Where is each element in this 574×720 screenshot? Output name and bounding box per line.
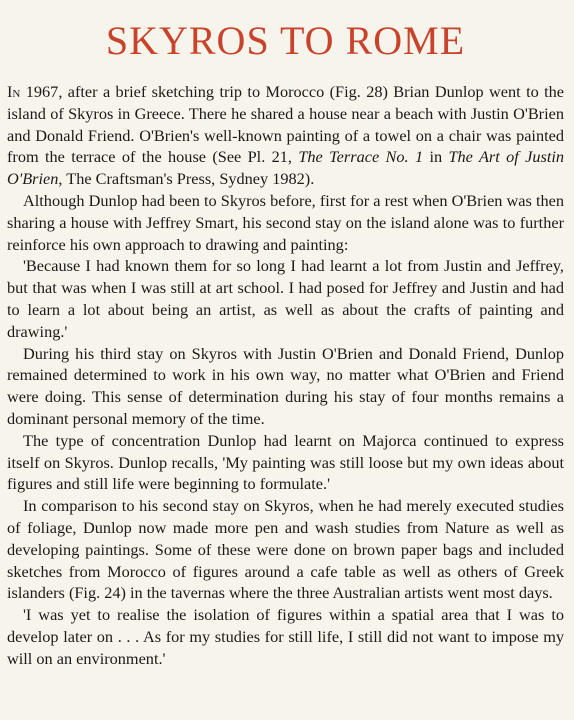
paragraph-6: In comparison to his second stay on Skyros, when he had merely executed studies of foliage, Dunlop now made more pen and wash studies from Nature as well as developing paintings. Some of these were done on brown paper bags and included sketches from Morocco of figures around a cafe table as well as others of Greek islanders (Fig. 24) in the tavernas where the three Australian artists went most days. — [7, 496, 564, 603]
paragraph-7-quote: 'I was yet to realise the isolation of figures within a spatial area that I was to develop later on . . . As for my studies for still life, I still did not want to impose my will on an environment.' — [7, 605, 564, 668]
paragraph-1 — [7, 81, 564, 190]
paragraph-1-text-b: in — [423, 147, 449, 167]
paragraph-1-text-c: , The Craftsman's Press, Sydney 1982). — [58, 169, 315, 189]
paragraph-2: Although Dunlop had been to Skyros before, first for a rest when O'Brien was then sharing a house with Jeffrey Smart, his second stay on the island alone was to further reinforce his own approach to drawing and painting: — [7, 190, 564, 254]
paragraph-4: During his third stay on Skyros with Justin O'Brien and Donald Friend, Dunlop remained determined to work in his own way, no matter what O'Brien and Friend were doing. This sense of determination during his stay of four months remains a dominant personal memory of the time. — [7, 343, 564, 428]
paragraph-1-italic-title-a: The Terrace No. 1 — [298, 147, 424, 167]
paragraph-1-text-a: 1967, after a brief sketching trip to Morocco (Fig. 28) Brian Dunlop went to the island of Skyros in Greece. There he shared a house near a beach with Justin O'Brien and Donald Friend. O'Brien's well-known painting of a towel on a chair was painted from the terrace of the house (See Pl. 21, — [7, 82, 564, 167]
chapter-body — [7, 81, 564, 670]
paragraph-1-italic-title-b: The Art of Justin O'Brien — [7, 147, 565, 189]
paragraph-5: The type of concentration Dunlop had learnt on Majorca continued to express itself on Skyros. Dunlop recalls, 'My painting was still loose but my own ideas about figures and still life were beginning to formulate.' — [7, 430, 564, 494]
chapter-title: SKYROS TO ROME — [105, 18, 466, 63]
paragraph-3-quote: 'Because I had known them for so long I had learnt a lot from Justin and Jeffrey, but that was when I was still at art school. I had posed for Jeffrey and Justin and had to learn a lot about being an artist, as well as about the crafts of painting and drawing.' — [7, 256, 564, 341]
paragraph-1-lead: In — [7, 82, 21, 101]
